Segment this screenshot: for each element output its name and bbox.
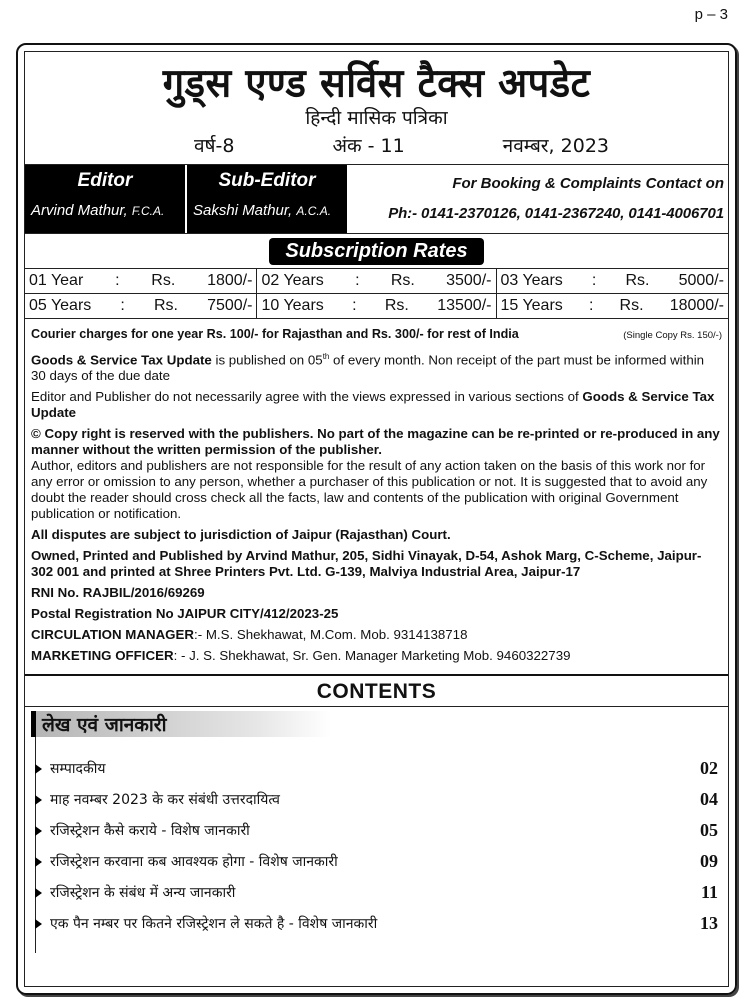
section-header	[31, 711, 331, 737]
issue-date: नवम्बर, 2023	[502, 135, 609, 157]
toc-item[interactable]: सम्पादकीय 02	[36, 753, 722, 784]
triangle-bullet-icon	[35, 764, 42, 774]
toc-page: 13	[700, 913, 718, 934]
rni-number: RNI No. RAJBIL/2016/69269	[31, 585, 205, 601]
views-disclaimer: Editor and Publisher do not necessarily agree with the views expressed in various sections of Goods & Service Tax Update	[31, 389, 715, 421]
toc-item[interactable]: माह नवम्बर 2023 के कर संबंधी उत्तरदायित्व 04	[36, 784, 722, 815]
magazine-title: गुड्स एण्ड सर्विस टैक्स अपडेट	[162, 59, 591, 107]
toc-item[interactable]: रजिस्ट्रेशन कैसे कराये - विशेष जानकारी 05	[36, 815, 722, 846]
triangle-bullet-icon	[35, 826, 42, 836]
rate-cell: 02 Years : Rs. 3500/-	[261, 272, 492, 289]
publication-notes	[25, 326, 728, 664]
jurisdiction-note: All disputes are subject to jurisdiction of Jaipur (Rajasthan) Court.	[31, 527, 451, 543]
circulation-manager: CIRCULATION MANAGER:- M.S. Shekhawat, M.Com. Mob. 9314138718	[31, 627, 468, 643]
contents-heading: CONTENTS	[25, 674, 728, 707]
contact-heading: For Booking & Complaints Contact on	[452, 175, 724, 192]
toc-page: 11	[700, 882, 718, 903]
single-copy-price: (Single Copy Rs. 150/-)	[623, 330, 722, 341]
page-number: p – 3	[694, 6, 728, 23]
issue-line	[25, 130, 728, 164]
triangle-bullet-icon	[35, 795, 42, 805]
masthead-page	[24, 51, 729, 987]
copyright-notice: © Copy right is reserved with the publishers. No part of the magazine can be re-printed or re-produced in any manner without the written permission of the publisher.	[31, 426, 720, 458]
rate-row	[25, 294, 728, 319]
subscription-heading: Subscription Rates	[269, 238, 483, 265]
rate-cell: 03 Years : Rs. 5000/-	[500, 272, 724, 289]
editor-row	[25, 164, 728, 234]
triangle-bullet-icon	[35, 888, 42, 898]
subscription-banner-row	[25, 234, 728, 269]
rate-row	[25, 269, 728, 294]
table-of-contents	[35, 737, 722, 953]
subscription-table	[25, 269, 728, 319]
contact-phones: Ph:- 0141-2370126, 0141-2367240, 0141-4006701	[388, 205, 724, 222]
triangle-bullet-icon	[35, 919, 42, 929]
toc-item[interactable]: एक पैन नम्बर पर कितने रजिस्ट्रेशन ले सकते है - विशेष जानकारी 13	[36, 908, 722, 939]
marketing-officer: MARKETING OFFICER: - J. S. Shekhawat, Sr. Gen. Manager Marketing Mob. 9460322739	[31, 648, 571, 664]
issue-label: अंक - 11	[332, 135, 405, 157]
toc-page: 02	[700, 758, 718, 779]
courier-note: Courier charges for one year Rs. 100/- for Rajasthan and Rs. 300/- for rest of India (Single Copy Rs. 150/-)	[31, 326, 722, 344]
rate-cell: 05 Years : Rs. 7500/-	[29, 297, 253, 314]
editor-box	[25, 165, 187, 233]
editor-name: Arvind Mathur, F.C.A.	[31, 202, 165, 219]
magazine-subtitle: हिन्दी मासिक पत्रिका	[305, 107, 448, 129]
toc-page: 09	[700, 851, 718, 872]
volume-label: वर्ष-8	[193, 135, 235, 157]
section-marker	[31, 711, 36, 737]
toc-item[interactable]: रजिस्ट्रेशन के संबंध में अन्य जानकारी 11	[36, 877, 722, 908]
postal-registration: Postal Registration No JAIPUR CITY/412/2023-25	[31, 606, 339, 622]
editor-heading: Editor	[77, 170, 133, 191]
subeditor-name: Sakshi Mathur, A.C.A.	[193, 202, 332, 219]
rate-cell: 10 Years : Rs. 13500/-	[261, 297, 492, 314]
publish-schedule: Goods & Service Tax Update is published on 05th of every month. Non receipt of the part must be informed within 30 days of the due date	[31, 352, 705, 384]
toc-page: 04	[700, 789, 718, 810]
toc-item[interactable]: रजिस्ट्रेशन करवाना कब आवश्यक होगा - विशेष जानकारी 09	[36, 846, 722, 877]
magazine-frame	[16, 43, 737, 995]
toc-page: 05	[700, 820, 718, 841]
rate-cell: 15 Years : Rs. 18000/-	[500, 297, 724, 314]
section-title: लेख एवं जानकारी	[42, 714, 167, 737]
triangle-bullet-icon	[35, 857, 42, 867]
subeditor-box	[187, 165, 347, 233]
subeditor-heading: Sub-Editor	[218, 170, 316, 191]
liability-disclaimer: Author, editors and publishers are not responsible for the result of any action taken on the basis of this work nor for any error or omission to any person, whether a purchaser of this publication or not. It is suggested that to avoid any doubt the reader should cross check all the facts, law and contents of the publication with original Government publication or notification.	[31, 458, 708, 522]
contact-box	[347, 165, 728, 233]
rate-cell: 01 Year : Rs. 1800/-	[29, 272, 253, 289]
ownership-note: Owned, Printed and Published by Arvind Mathur, 205, Sidhi Vinayak, D-54, Ashok Marg, C-Scheme, Jaipur-302 001 and printed at Shree Printers Pvt. Ltd. G-139, Malviya Industrial Area, Jaipur-17	[31, 548, 702, 580]
